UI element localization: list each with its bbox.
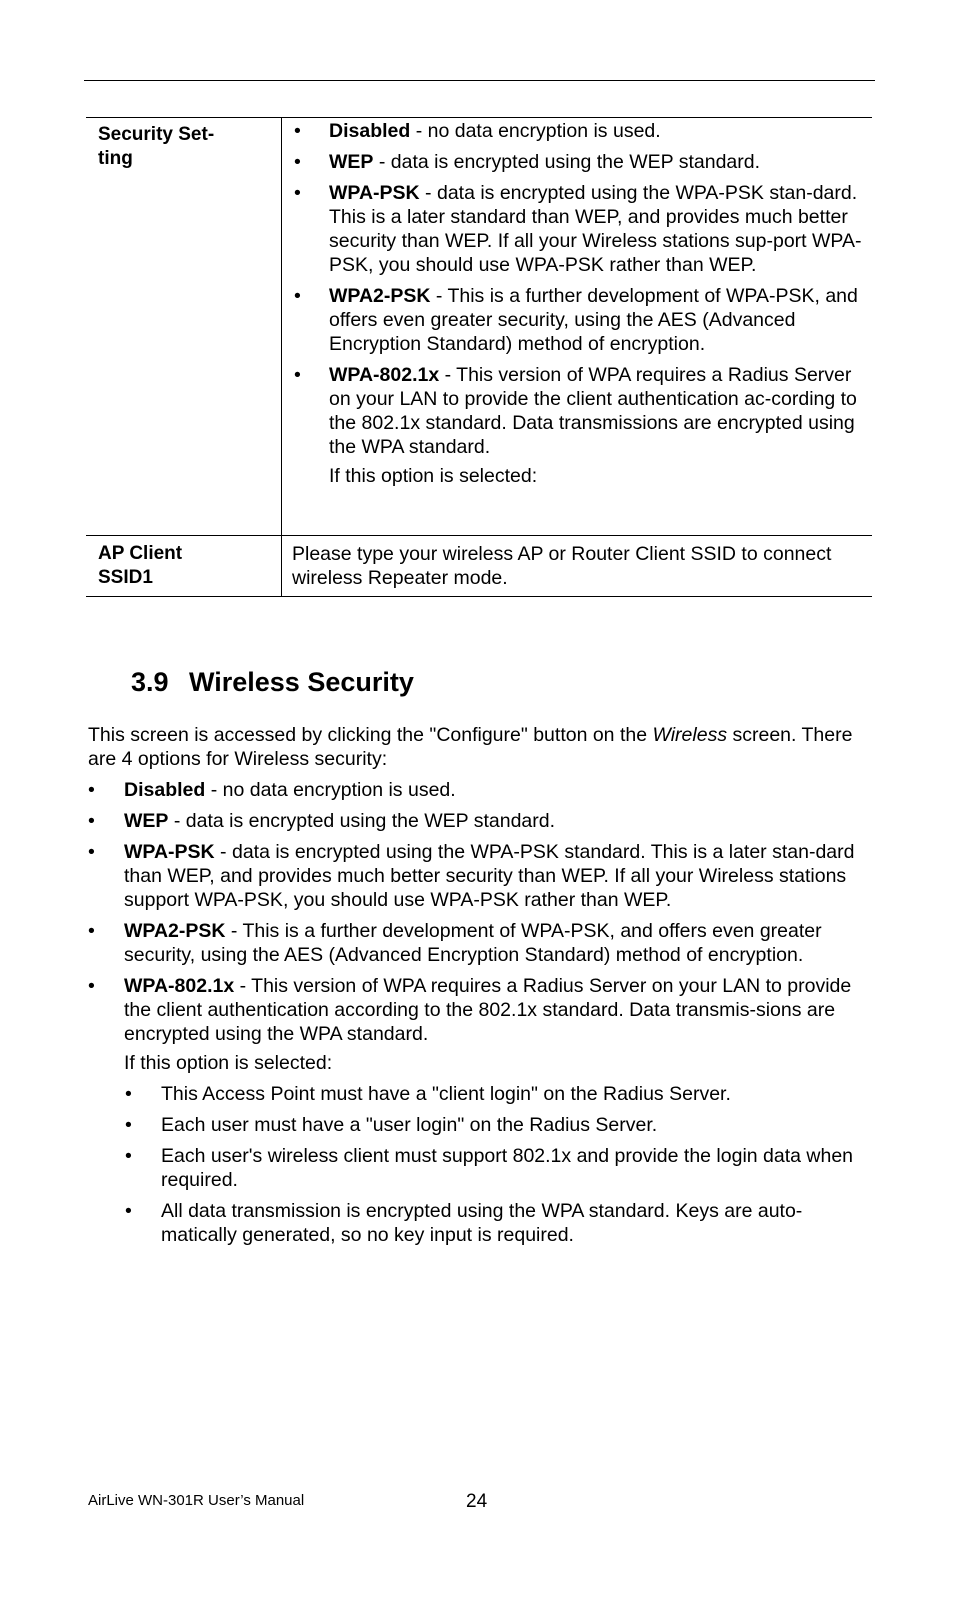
list-item: [292, 150, 864, 174]
option-text: - This is a further development of WPA-PSK, and offers even greater security, using the AES (Advanced Encryption Standard) method of encryption.: [124, 920, 822, 966]
list-item: [125, 1082, 878, 1106]
section-heading: [131, 664, 414, 700]
list-item: [125, 1144, 878, 1192]
bullet-icon: •: [88, 810, 95, 832]
section-body: [88, 723, 878, 1254]
bullet-icon: •: [88, 779, 95, 801]
bullet-icon: •: [125, 1114, 132, 1136]
section-title: Wireless Security: [189, 667, 414, 697]
list-item: [88, 809, 878, 833]
radius-requirements-list: [125, 1082, 878, 1247]
option-term: WPA-PSK: [329, 182, 420, 204]
row-label: [86, 536, 282, 597]
bullet-icon: •: [88, 975, 95, 997]
list-item: [88, 778, 878, 802]
option-text: - data is encrypted using the WPA-PSK standard. This is a later stan-dard than WEP, and provides much better security than WEP. If all your Wireless stations support WPA-PSK, you should use WPA-PSK rather than WEP.: [124, 841, 855, 911]
table-row: [86, 536, 872, 597]
bullet-icon: •: [294, 120, 301, 142]
row-description: [282, 536, 873, 597]
row-description: [282, 118, 873, 536]
requirement-text: Each user's wireless client must support 802.1x and provide the login data when required.: [161, 1145, 854, 1191]
section-number: 3.9: [131, 667, 169, 697]
bullet-icon: •: [88, 841, 95, 863]
option-term: WEP: [124, 810, 169, 832]
list-item: [292, 119, 864, 143]
requirement-text: Each user must have a "user login" on the Radius Server.: [161, 1114, 658, 1136]
list-item: [292, 284, 864, 356]
option-note: If this option is selected:: [329, 465, 538, 487]
requirement-text: All data transmission is encrypted using the WPA standard. Keys are auto-matically generated, so no key input is required.: [161, 1200, 803, 1246]
bullet-icon: •: [125, 1200, 132, 1222]
option-text: - This version of WPA requires a Radius Server on your LAN to provide the client authentication according to the 802.1x standard. Data transmis-sions are encrypted using the WPA standard.: [124, 975, 852, 1045]
intro-paragraph: [88, 723, 878, 771]
list-item: [292, 363, 864, 459]
settings-table: [86, 117, 872, 597]
list-item: [125, 1199, 878, 1247]
footer-manual-title: AirLive WN-301R User’s Manual: [88, 1492, 305, 1509]
bullet-icon: •: [294, 364, 301, 386]
option-term: WPA-802.1x: [329, 364, 440, 386]
option-term: WPA-PSK: [124, 841, 215, 863]
list-item: [88, 974, 878, 1046]
list-item: [292, 181, 864, 277]
option-text: - data is encrypted using the WPA-PSK stan-dard. This is a later standard than WEP, and provides much better security than WEP. If all your Wireless stations sup-port WPA-PSK, you should use WPA-PSK rather than WEP.: [329, 182, 862, 276]
bullet-icon: •: [294, 151, 301, 173]
label-security-setting: Security Set- ting: [98, 124, 215, 169]
intro-emphasis: Wireless: [652, 724, 728, 746]
security-options-list: [292, 119, 864, 459]
bullet-icon: •: [88, 920, 95, 942]
bullet-icon: •: [294, 285, 301, 307]
row-label: [86, 118, 282, 536]
option-text: - data is encrypted using the WEP standard.: [373, 151, 761, 173]
option-term: WPA2-PSK: [124, 920, 226, 942]
table-row: [86, 118, 872, 536]
security-options-list: [88, 778, 878, 1046]
intro-text: This screen is accessed by clicking the "Configure" button on the: [88, 724, 653, 746]
option-term: WPA-802.1x: [124, 975, 235, 997]
option-text: - This is a further development of WPA-PSK, and offers even greater security, using the AES (Advanced Encryption Standard) method of encryption.: [329, 285, 858, 355]
list-item: [88, 919, 878, 967]
list-item: [88, 840, 878, 912]
requirement-text: This Access Point must have a "client login" on the Radius Server.: [161, 1083, 731, 1105]
option-text: - no data encryption is used.: [205, 779, 456, 801]
option-term: WEP: [329, 151, 374, 173]
option-text: - data is encrypted using the WEP standard.: [168, 810, 556, 832]
label-ap-client-ssid: AP Client SSID1: [98, 543, 183, 588]
option-text: - no data encryption is used.: [410, 120, 661, 142]
intro-text-end: screen. There are 4 options for Wireless security:: [88, 724, 853, 770]
option-note: If this option is selected:: [124, 1052, 333, 1074]
ssid-description: Please type your wireless AP or Router Client SSID to connect wireless Repeater mode.: [292, 543, 832, 589]
bullet-icon: •: [125, 1083, 132, 1105]
bullet-icon: •: [294, 182, 301, 204]
bullet-icon: •: [125, 1145, 132, 1167]
option-term: WPA2-PSK: [329, 285, 431, 307]
header-rule: [84, 80, 875, 81]
page-number: 24: [466, 1491, 488, 1512]
option-text: - This version of WPA requires a Radius Server on your LAN to provide the client authentication ac-cording to the 802.1x standard. Data transmissions are encrypted using the WPA standard.: [329, 364, 857, 458]
option-term: Disabled: [329, 120, 411, 142]
list-item: [125, 1113, 878, 1137]
option-term: Disabled: [124, 779, 206, 801]
